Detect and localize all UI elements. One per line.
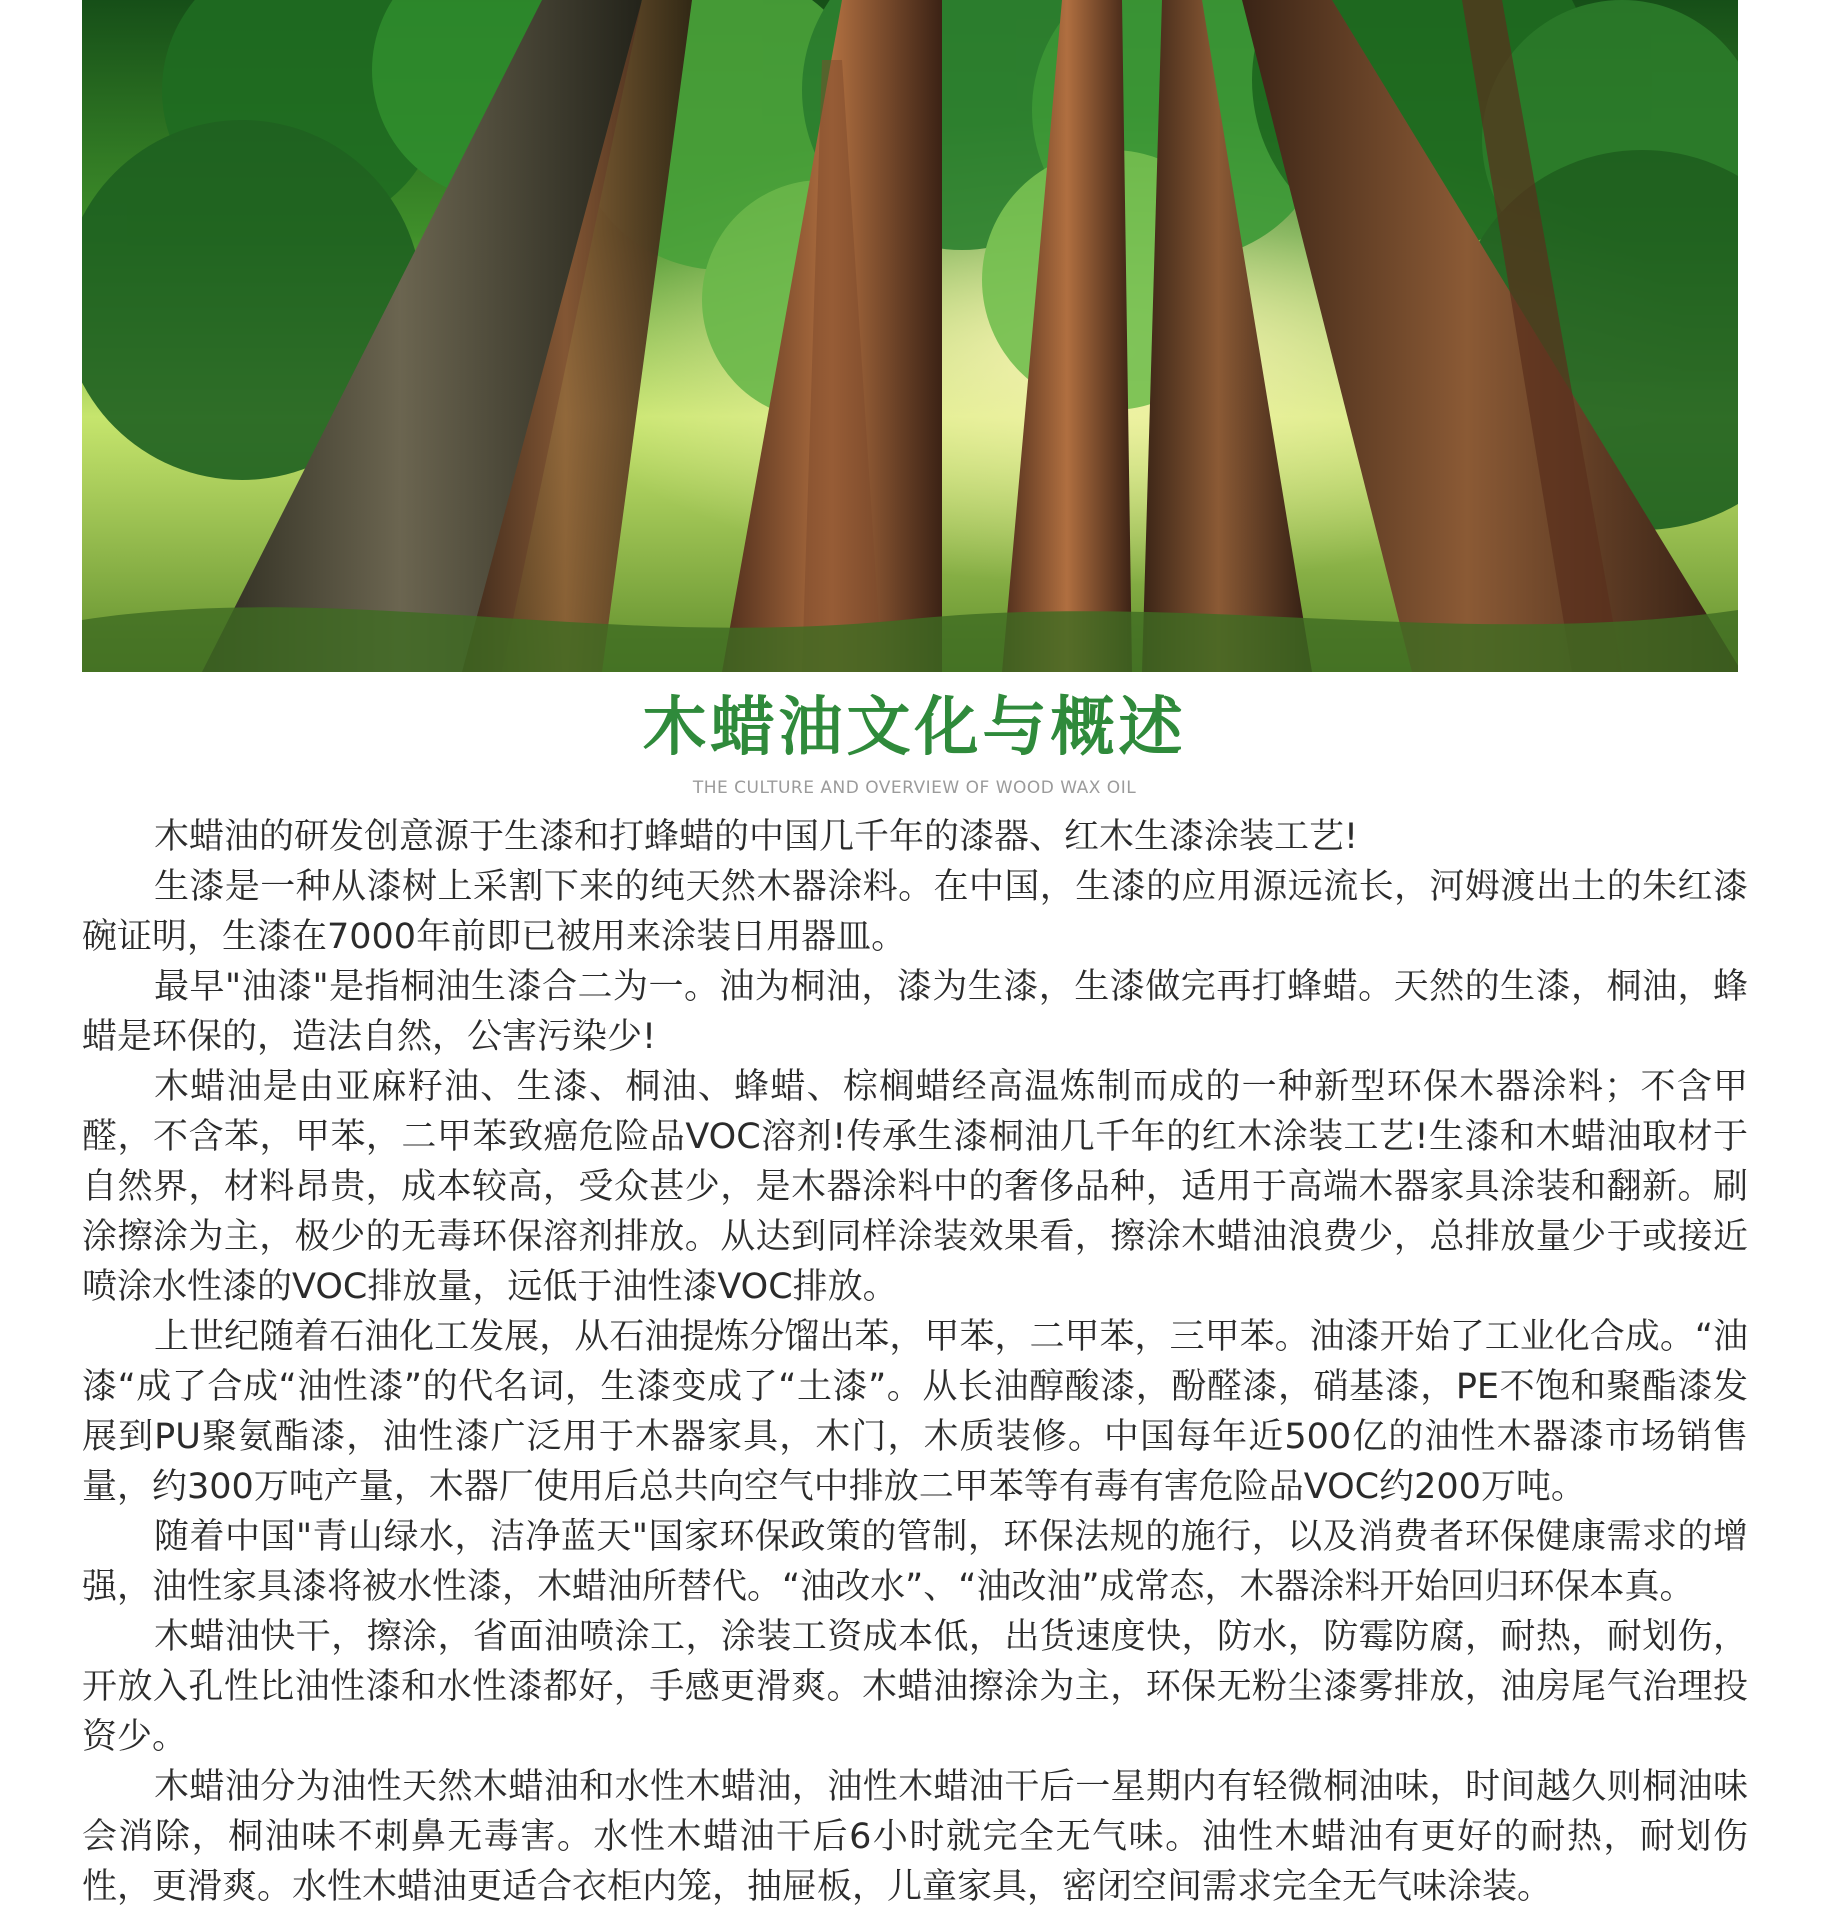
paragraph-6: 随着中国"青山绿水，洁净蓝天"国家环保政策的管制，环保法规的施行，以及消费者环保健康需求的增强，油性家具漆将被水性漆，木蜡油所替代。“油改水”、“油改油”成常态，木器涂料开始回归环保本真。 <box>82 1517 1748 1607</box>
paragraph-1: 木蜡油的研发创意源于生漆和打蜂蜡的中国几千年的漆器、红木生漆涂装工艺! <box>154 817 1359 857</box>
article-body <box>82 812 1748 1912</box>
paragraph-3: 最早"油漆"是指桐油生漆合二为一。油为桐油，漆为生漆，生漆做完再打蜂蜡。天然的生漆，桐油，蜂蜡是环保的，造法自然，公害污染少! <box>82 967 1748 1057</box>
forest-hero-image <box>82 0 1738 672</box>
paragraph-2: 生漆是一种从漆树上采割下来的纯天然木器涂料。在中国，生漆的应用源远流长，河姆渡出土的朱红漆碗证明，生漆在7000年前即已被用来涂装日用器皿。 <box>82 867 1748 957</box>
page-title: 木蜡油文化与概述 <box>642 691 1187 765</box>
paragraph-8: 木蜡油分为油性天然木蜡油和水性木蜡油，油性木蜡油干后一星期内有轻微桐油味，时间越久则桐油味会消除，桐油味不刺鼻无毒害。水性木蜡油干后6小时就完全无气味。油性木蜡油有更好的耐热，耐划伤性，更滑爽。水性木蜡油更适合衣柜内笼，抽屉板，儿童家具，密闭空间需求完全无气味涂装。 <box>82 1767 1748 1907</box>
forest-illustration <box>82 0 1738 672</box>
paragraph-7: 木蜡油快干，擦涂，省面油喷涂工，涂装工资成本低，出货速度快，防水，防霉防腐，耐热，耐划伤，开放入孔性比油性漆和水性漆都好，手感更滑爽。木蜡油擦涂为主，环保无粉尘漆雾排放，油房尾气治理投资少。 <box>82 1617 1748 1757</box>
page-subtitle: THE CULTURE AND OVERVIEW OF WOOD WAX OIL <box>692 778 1137 798</box>
paragraph-4: 木蜡油是由亚麻籽油、生漆、桐油、蜂蜡、棕榈蜡经高温炼制而成的一种新型环保木器涂料；不含甲醛，不含苯，甲苯，二甲苯致癌危险品VOC溶剂!传承生漆桐油几千年的红木涂装工艺!生漆和木蜡油取材于自然界，材料昂贵，成本较高，受众甚少，是木器涂料中的奢侈品种，适用于高端木器家具涂装和翻新。刷涂擦涂为主，极少的无毒环保溶剂排放。从达到同样涂装效果看，擦涂木蜡油浪费少，总排放量少于或接近喷涂水性漆的VOC排放量，远低于油性漆VOC排放。 <box>82 1067 1748 1307</box>
paragraph-5: 上世纪随着石油化工发展，从石油提炼分馏出苯，甲苯，二甲苯，三甲苯。油漆开始了工业化合成。“油漆“成了合成“油性漆”的代名词，生漆变成了“土漆”。从长油醇酸漆，酚醛漆，硝基漆，PE不饱和聚酯漆发展到PU聚氨酯漆，油性漆广泛用于木器家具，木门，木质装修。中国每年近500亿的油性木器漆市场销售量，约300万吨产量，木器厂使用后总共向空气中排放二甲苯等有毒有害危险品VOC约200万吨。 <box>82 1317 1748 1507</box>
